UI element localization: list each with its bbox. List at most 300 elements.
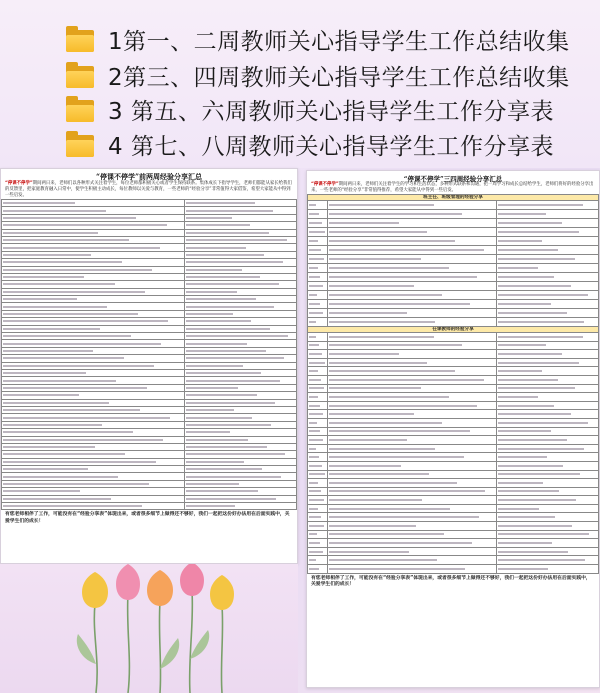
left-sheet-table xyxy=(1,199,297,510)
table-cell xyxy=(308,547,328,556)
table-cell xyxy=(308,367,328,376)
table-cell xyxy=(2,406,185,413)
table-row xyxy=(2,451,297,458)
table-cell xyxy=(184,325,296,332)
table-cell xyxy=(497,461,599,470)
table-row xyxy=(308,393,599,402)
table-cell xyxy=(328,418,497,427)
folder-item-3[interactable] xyxy=(66,92,554,126)
flower-illustration xyxy=(0,564,298,693)
table-cell xyxy=(184,377,296,384)
table-cell xyxy=(2,377,185,384)
table-cell xyxy=(184,281,296,288)
table-row xyxy=(2,406,297,413)
table-cell xyxy=(308,201,328,210)
table-cell xyxy=(497,522,599,531)
table-cell xyxy=(184,458,296,465)
table-row xyxy=(308,530,599,539)
table-row xyxy=(2,399,297,406)
table-cell xyxy=(308,427,328,436)
table-row xyxy=(2,288,297,295)
table-cell xyxy=(184,288,296,295)
table-cell xyxy=(328,401,497,410)
table-cell xyxy=(2,399,185,406)
table-cell xyxy=(328,358,497,367)
table-cell xyxy=(497,418,599,427)
table-cell xyxy=(2,318,185,325)
table-row xyxy=(308,291,599,300)
right-sheet-intro xyxy=(307,182,599,194)
table-cell xyxy=(328,547,497,556)
table-cell xyxy=(497,309,599,318)
table-cell xyxy=(328,522,497,531)
table-row xyxy=(2,458,297,465)
table-row xyxy=(2,384,297,391)
table-cell xyxy=(497,479,599,488)
table-cell xyxy=(184,229,296,236)
right-summary-sheet xyxy=(306,170,600,688)
table-cell xyxy=(2,480,185,487)
section-header: 任课教师的经验分享 xyxy=(308,327,599,333)
right-sheet-title: “停课不停学”三四周经验分享汇总 xyxy=(403,175,503,183)
table-cell xyxy=(328,350,497,359)
table-cell xyxy=(328,479,497,488)
table-cell xyxy=(2,214,185,221)
table-cell xyxy=(328,530,497,539)
table-cell xyxy=(497,565,599,574)
table-cell xyxy=(308,350,328,359)
table-row xyxy=(2,244,297,251)
table-row xyxy=(2,325,297,332)
table-cell xyxy=(184,303,296,310)
table-cell xyxy=(497,444,599,453)
table-cell xyxy=(2,429,185,436)
table-cell xyxy=(184,214,296,221)
table-cell xyxy=(184,466,296,473)
table-row xyxy=(2,362,297,369)
table-cell xyxy=(184,451,296,458)
table-cell xyxy=(328,470,497,479)
table-cell xyxy=(328,487,497,496)
table-cell xyxy=(2,222,185,229)
table-cell xyxy=(328,565,497,574)
table-cell xyxy=(497,291,599,300)
table-cell xyxy=(184,369,296,376)
table-row xyxy=(2,480,297,487)
table-cell xyxy=(308,300,328,309)
right-sheet-footer: 有您老师相伴了工作，可能没有在“经验分享表”体现出来，或者很多细节上做得还不够好，我们一起把这份好办法用在后面实践中，关爱学生们的成长！ xyxy=(311,575,591,588)
table-row xyxy=(2,392,297,399)
table-row xyxy=(308,461,599,470)
table-row xyxy=(2,503,297,510)
table-cell xyxy=(184,362,296,369)
table-cell xyxy=(2,296,185,303)
table-row xyxy=(308,228,599,237)
table-cell xyxy=(497,300,599,309)
table-cell xyxy=(497,341,599,350)
table-cell xyxy=(2,414,185,421)
intro-highlight: “停课不停学” xyxy=(311,182,339,187)
table-cell xyxy=(2,266,185,273)
table-cell xyxy=(308,530,328,539)
table-row xyxy=(2,429,297,436)
table-cell xyxy=(184,259,296,266)
table-cell xyxy=(184,392,296,399)
table-cell xyxy=(328,496,497,505)
table-cell xyxy=(308,264,328,273)
table-cell xyxy=(328,444,497,453)
table-cell xyxy=(328,393,497,402)
table-row xyxy=(2,488,297,495)
table-cell xyxy=(184,310,296,317)
table-cell xyxy=(328,318,497,327)
table-cell xyxy=(2,488,185,495)
table-cell xyxy=(497,264,599,273)
table-cell xyxy=(308,504,328,513)
right-sheet-table xyxy=(307,194,599,574)
table-cell xyxy=(308,410,328,419)
table-row xyxy=(308,255,599,264)
table-cell xyxy=(497,487,599,496)
table-row xyxy=(2,333,297,340)
table-cell xyxy=(184,222,296,229)
table-row xyxy=(308,333,599,342)
table-cell xyxy=(328,375,497,384)
table-cell xyxy=(328,246,497,255)
table-row xyxy=(308,237,599,246)
table-cell xyxy=(184,296,296,303)
table-cell xyxy=(497,228,599,237)
table-cell xyxy=(308,228,328,237)
table-row xyxy=(2,310,297,317)
table-row xyxy=(2,340,297,347)
table-row xyxy=(308,479,599,488)
table-cell xyxy=(184,421,296,428)
table-cell xyxy=(308,444,328,453)
table-cell xyxy=(497,410,599,419)
table-cell xyxy=(2,259,185,266)
table-cell xyxy=(184,429,296,436)
left-summary-sheet xyxy=(0,168,298,564)
folder-icon xyxy=(66,131,94,157)
table-cell xyxy=(2,303,185,310)
table-cell xyxy=(184,436,296,443)
intro-highlight: “停课不停学” xyxy=(5,181,33,186)
table-cell xyxy=(2,288,185,295)
table-cell xyxy=(2,244,185,251)
table-cell xyxy=(497,539,599,548)
table-cell xyxy=(497,237,599,246)
table-row xyxy=(308,300,599,309)
table-cell xyxy=(497,201,599,210)
table-cell xyxy=(2,273,185,280)
table-cell xyxy=(328,504,497,513)
table-cell xyxy=(184,273,296,280)
table-cell xyxy=(328,539,497,548)
table-cell xyxy=(308,436,328,445)
table-row xyxy=(2,421,297,428)
table-cell xyxy=(497,210,599,219)
table-row xyxy=(308,273,599,282)
table-row xyxy=(2,222,297,229)
folder-item-4[interactable] xyxy=(66,127,554,161)
folder-icon xyxy=(66,26,94,52)
table-cell xyxy=(328,228,497,237)
table-cell xyxy=(328,367,497,376)
table-cell xyxy=(2,347,185,354)
table-row xyxy=(308,358,599,367)
table-cell xyxy=(328,291,497,300)
table-cell xyxy=(2,281,185,288)
table-row xyxy=(308,496,599,505)
table-cell xyxy=(497,367,599,376)
folder-icon xyxy=(66,62,94,88)
table-cell xyxy=(2,340,185,347)
table-cell xyxy=(308,309,328,318)
table-row xyxy=(308,513,599,522)
table-cell xyxy=(308,393,328,402)
table-row xyxy=(308,504,599,513)
table-cell xyxy=(184,384,296,391)
table-row xyxy=(308,565,599,574)
table-row xyxy=(2,466,297,473)
table-row xyxy=(2,443,297,450)
table-row xyxy=(308,522,599,531)
table-row xyxy=(308,401,599,410)
table-cell xyxy=(184,340,296,347)
table-cell xyxy=(2,503,185,510)
table-cell xyxy=(2,229,185,236)
table-cell xyxy=(497,358,599,367)
table-cell xyxy=(328,273,497,282)
table-cell xyxy=(184,347,296,354)
table-cell xyxy=(497,427,599,436)
table-cell xyxy=(497,282,599,291)
folder-label: 1第一、二周教师关心指导学生工作总结收集 xyxy=(108,28,570,55)
table-cell xyxy=(328,461,497,470)
table-cell xyxy=(308,479,328,488)
table-cell xyxy=(184,480,296,487)
table-cell xyxy=(184,236,296,243)
table-cell xyxy=(2,443,185,450)
table-cell xyxy=(308,282,328,291)
table-cell xyxy=(2,325,185,332)
left-sheet-title: “停课不停学”前两周经验分享汇总 xyxy=(95,172,203,181)
table-cell xyxy=(497,318,599,327)
table-cell xyxy=(328,384,497,393)
table-cell xyxy=(308,539,328,548)
table-cell xyxy=(308,384,328,393)
table-cell xyxy=(2,384,185,391)
table-cell xyxy=(2,421,185,428)
table-cell xyxy=(2,466,185,473)
table-cell xyxy=(497,273,599,282)
table-cell xyxy=(328,341,497,350)
table-cell xyxy=(308,487,328,496)
table-cell xyxy=(328,237,497,246)
table-row xyxy=(2,251,297,258)
table-row xyxy=(308,210,599,219)
table-cell xyxy=(308,496,328,505)
section-header: 班主任、班级管理的经验分享 xyxy=(308,195,599,201)
table-cell xyxy=(184,333,296,340)
left-sheet-intro xyxy=(1,181,297,199)
table-cell xyxy=(328,333,497,342)
table-row xyxy=(2,495,297,502)
table-cell xyxy=(308,556,328,565)
table-cell xyxy=(328,436,497,445)
table-row xyxy=(308,427,599,436)
table-cell xyxy=(308,375,328,384)
table-cell xyxy=(2,458,185,465)
table-cell xyxy=(2,207,185,214)
table-cell xyxy=(184,244,296,251)
table-cell xyxy=(497,504,599,513)
table-cell xyxy=(308,401,328,410)
table-cell xyxy=(184,488,296,495)
folder-icon xyxy=(66,96,94,122)
table-cell xyxy=(497,393,599,402)
table-row xyxy=(308,453,599,462)
folder-item-2[interactable] xyxy=(66,58,570,92)
table-row xyxy=(308,556,599,565)
table-cell xyxy=(328,427,497,436)
table-cell xyxy=(497,556,599,565)
table-cell xyxy=(497,530,599,539)
folder-label: 3 第五、六周教师关心指导学生工作分享表 xyxy=(108,98,554,125)
table-cell xyxy=(184,443,296,450)
table-row xyxy=(308,367,599,376)
table-cell xyxy=(308,291,328,300)
table-row xyxy=(308,470,599,479)
table-row xyxy=(308,436,599,445)
table-cell xyxy=(328,264,497,273)
table-cell xyxy=(184,414,296,421)
table-cell xyxy=(2,473,185,480)
table-row xyxy=(308,219,599,228)
table-cell xyxy=(184,495,296,502)
table-row xyxy=(2,377,297,384)
table-cell xyxy=(497,513,599,522)
table-cell xyxy=(328,255,497,264)
table-cell xyxy=(308,255,328,264)
table-row xyxy=(2,414,297,421)
table-cell xyxy=(308,333,328,342)
table-row xyxy=(308,410,599,419)
table-cell xyxy=(2,310,185,317)
table-cell xyxy=(328,410,497,419)
table-row xyxy=(2,473,297,480)
table-cell xyxy=(184,473,296,480)
folder-item-1[interactable] xyxy=(66,22,570,56)
table-cell xyxy=(497,375,599,384)
table-cell xyxy=(497,436,599,445)
table-row xyxy=(2,200,297,207)
table-row xyxy=(308,318,599,327)
left-sheet-footer: 有您老师相伴了工作，可能没有在“经验分享表”体现出来，或者很多细节上做得还不够好，我们一起把这份好办法用在后面实践中，关爱学生们的成长！ xyxy=(5,512,290,524)
table-cell xyxy=(2,251,185,258)
table-row xyxy=(308,246,599,255)
table-cell xyxy=(328,513,497,522)
folder-label: 2第三、四周教师关心指导学生工作总结收集 xyxy=(108,64,570,91)
table-row xyxy=(2,318,297,325)
table-cell xyxy=(308,246,328,255)
table-row xyxy=(2,229,297,236)
table-row xyxy=(308,309,599,318)
table-cell xyxy=(328,556,497,565)
table-cell xyxy=(497,350,599,359)
folder-label: 4 第七、八周教师关心指导学生工作分享表 xyxy=(108,133,554,160)
table-cell xyxy=(2,436,185,443)
table-cell xyxy=(328,219,497,228)
table-cell xyxy=(184,207,296,214)
table-cell xyxy=(184,406,296,413)
table-cell xyxy=(308,341,328,350)
table-cell xyxy=(497,384,599,393)
intro-body: 期间两日来，老师们关注着学生的学习和生活状态，多种形式联系和沟通，把一周学习和成长总结给学生，老师们将好的经验分享出来，一些老师的“经验分享”非常值得推荐，希望大家能从中得到一些启发。 xyxy=(311,182,594,193)
table-row xyxy=(308,264,599,273)
table-cell xyxy=(308,358,328,367)
table-cell xyxy=(184,399,296,406)
table-cell xyxy=(497,246,599,255)
folder-list xyxy=(0,0,600,168)
table-row xyxy=(2,355,297,362)
table-cell xyxy=(497,453,599,462)
table-row xyxy=(308,384,599,393)
table-row xyxy=(2,281,297,288)
table-row xyxy=(308,418,599,427)
table-row xyxy=(2,207,297,214)
table-cell xyxy=(497,255,599,264)
table-cell xyxy=(308,522,328,531)
table-row xyxy=(2,436,297,443)
table-cell xyxy=(497,547,599,556)
table-row xyxy=(2,236,297,243)
table-cell xyxy=(308,273,328,282)
table-cell xyxy=(328,309,497,318)
table-cell xyxy=(308,565,328,574)
table-cell xyxy=(328,210,497,219)
table-cell xyxy=(184,251,296,258)
table-row xyxy=(308,201,599,210)
table-row xyxy=(308,487,599,496)
table-row xyxy=(308,547,599,556)
table-cell xyxy=(184,200,296,207)
table-cell xyxy=(328,453,497,462)
table-cell xyxy=(497,401,599,410)
table-cell xyxy=(328,300,497,309)
table-cell xyxy=(328,282,497,291)
tulip-drawing xyxy=(0,564,298,693)
table-cell xyxy=(184,503,296,510)
table-cell xyxy=(497,333,599,342)
table-cell xyxy=(2,333,185,340)
table-cell xyxy=(497,470,599,479)
table-cell xyxy=(308,318,328,327)
table-row xyxy=(308,375,599,384)
table-cell xyxy=(2,236,185,243)
table-cell xyxy=(308,453,328,462)
table-row xyxy=(308,350,599,359)
table-cell xyxy=(2,392,185,399)
table-row xyxy=(308,282,599,291)
table-row xyxy=(2,259,297,266)
table-row xyxy=(2,214,297,221)
table-cell xyxy=(2,495,185,502)
table-cell xyxy=(328,201,497,210)
table-cell xyxy=(308,418,328,427)
table-cell xyxy=(308,219,328,228)
